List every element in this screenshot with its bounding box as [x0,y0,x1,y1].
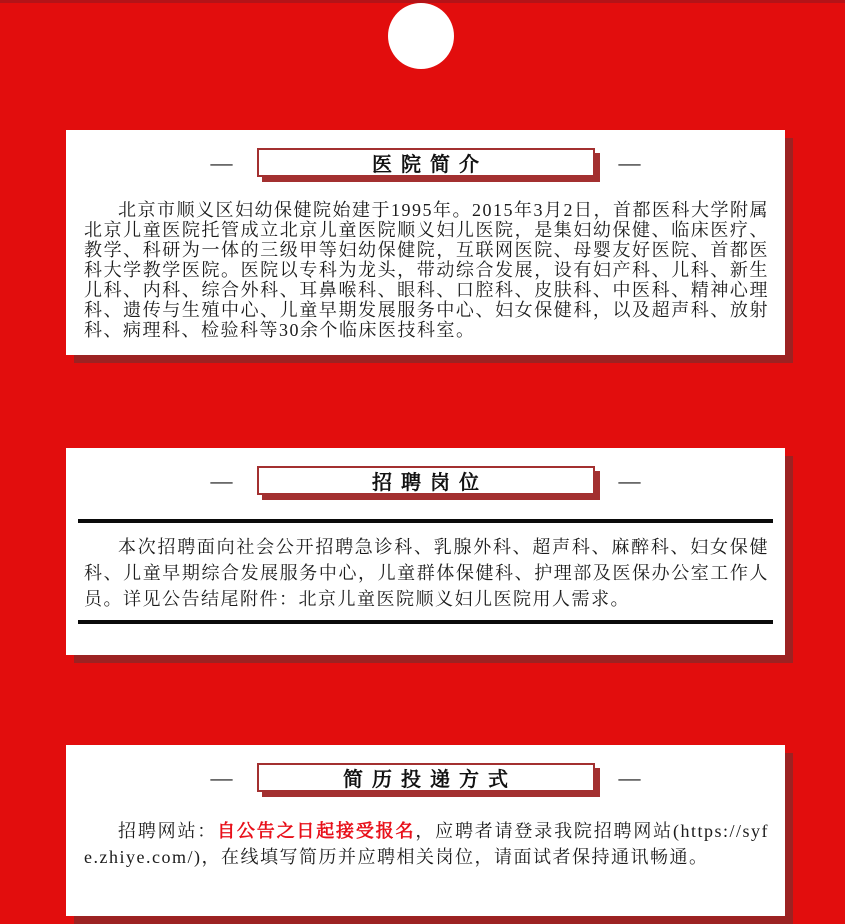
section-body [84,818,769,870]
title-box [257,763,595,792]
body-highlight: 自公告之日起接受报名 [217,821,416,841]
title-row [66,466,785,495]
divider-bottom [78,620,773,624]
title-box [257,466,595,495]
section-body: 北京市顺义区妇幼保健院始建于1995年。2015年3月2日，首都医科大学附属北京儿童医院托管成立北京儿童医院顺义妇儿医院，是集妇幼保健、临床医疗、教学、科研为一体的三级甲等妇幼保健院，互联网医院、母婴友好医院、首都医科大学教学医院。医院以专科为龙头，带动综合发展，设有妇产科、儿科、新生儿科、内科、综合外科、耳鼻喉科、眼科、口腔科、皮肤科、中医科、精神心理科、遗传与生殖中心、儿童早期发展服务中心、妇女保健科，以及超声科、放射科、病理科、检验科等30余个临床医技科室。 [84,200,769,340]
section-title: 简历投递方式 [343,769,517,791]
title-row [66,148,785,177]
title-row [66,763,785,792]
title-dash-right-icon: — [618,467,641,493]
divider-top [78,519,773,523]
title-dash-right-icon: — [618,764,641,790]
section-title: 招聘岗位 [372,472,488,494]
title-box [257,148,595,177]
section-positions [66,448,785,655]
decorative-circle [388,3,454,69]
section-resume-submission [66,745,785,916]
body-prefix: 招聘网站： [118,821,218,841]
section-hospital-intro [66,130,785,355]
title-dash-left-icon: — [210,764,233,790]
title-dash-right-icon: — [618,149,641,175]
section-body: 本次招聘面向社会公开招聘急诊科、乳腺外科、超声科、麻醉科、妇女保健科、儿童早期综合发展服务中心，儿童群体保健科、护理部及医保办公室工作人员。详见公告结尾附件：北京儿童医院顺义妇儿医院用人需求。 [84,537,769,609]
title-dash-left-icon: — [210,149,233,175]
title-dash-left-icon: — [210,467,233,493]
section-title: 医院简介 [372,154,488,176]
body-suffix: ，应聘者请登录我院招聘网站(https://syfe.zhiye.com/)，在线填写简历并应聘相关岗位，请面试者保持通讯畅通。 [84,821,770,867]
